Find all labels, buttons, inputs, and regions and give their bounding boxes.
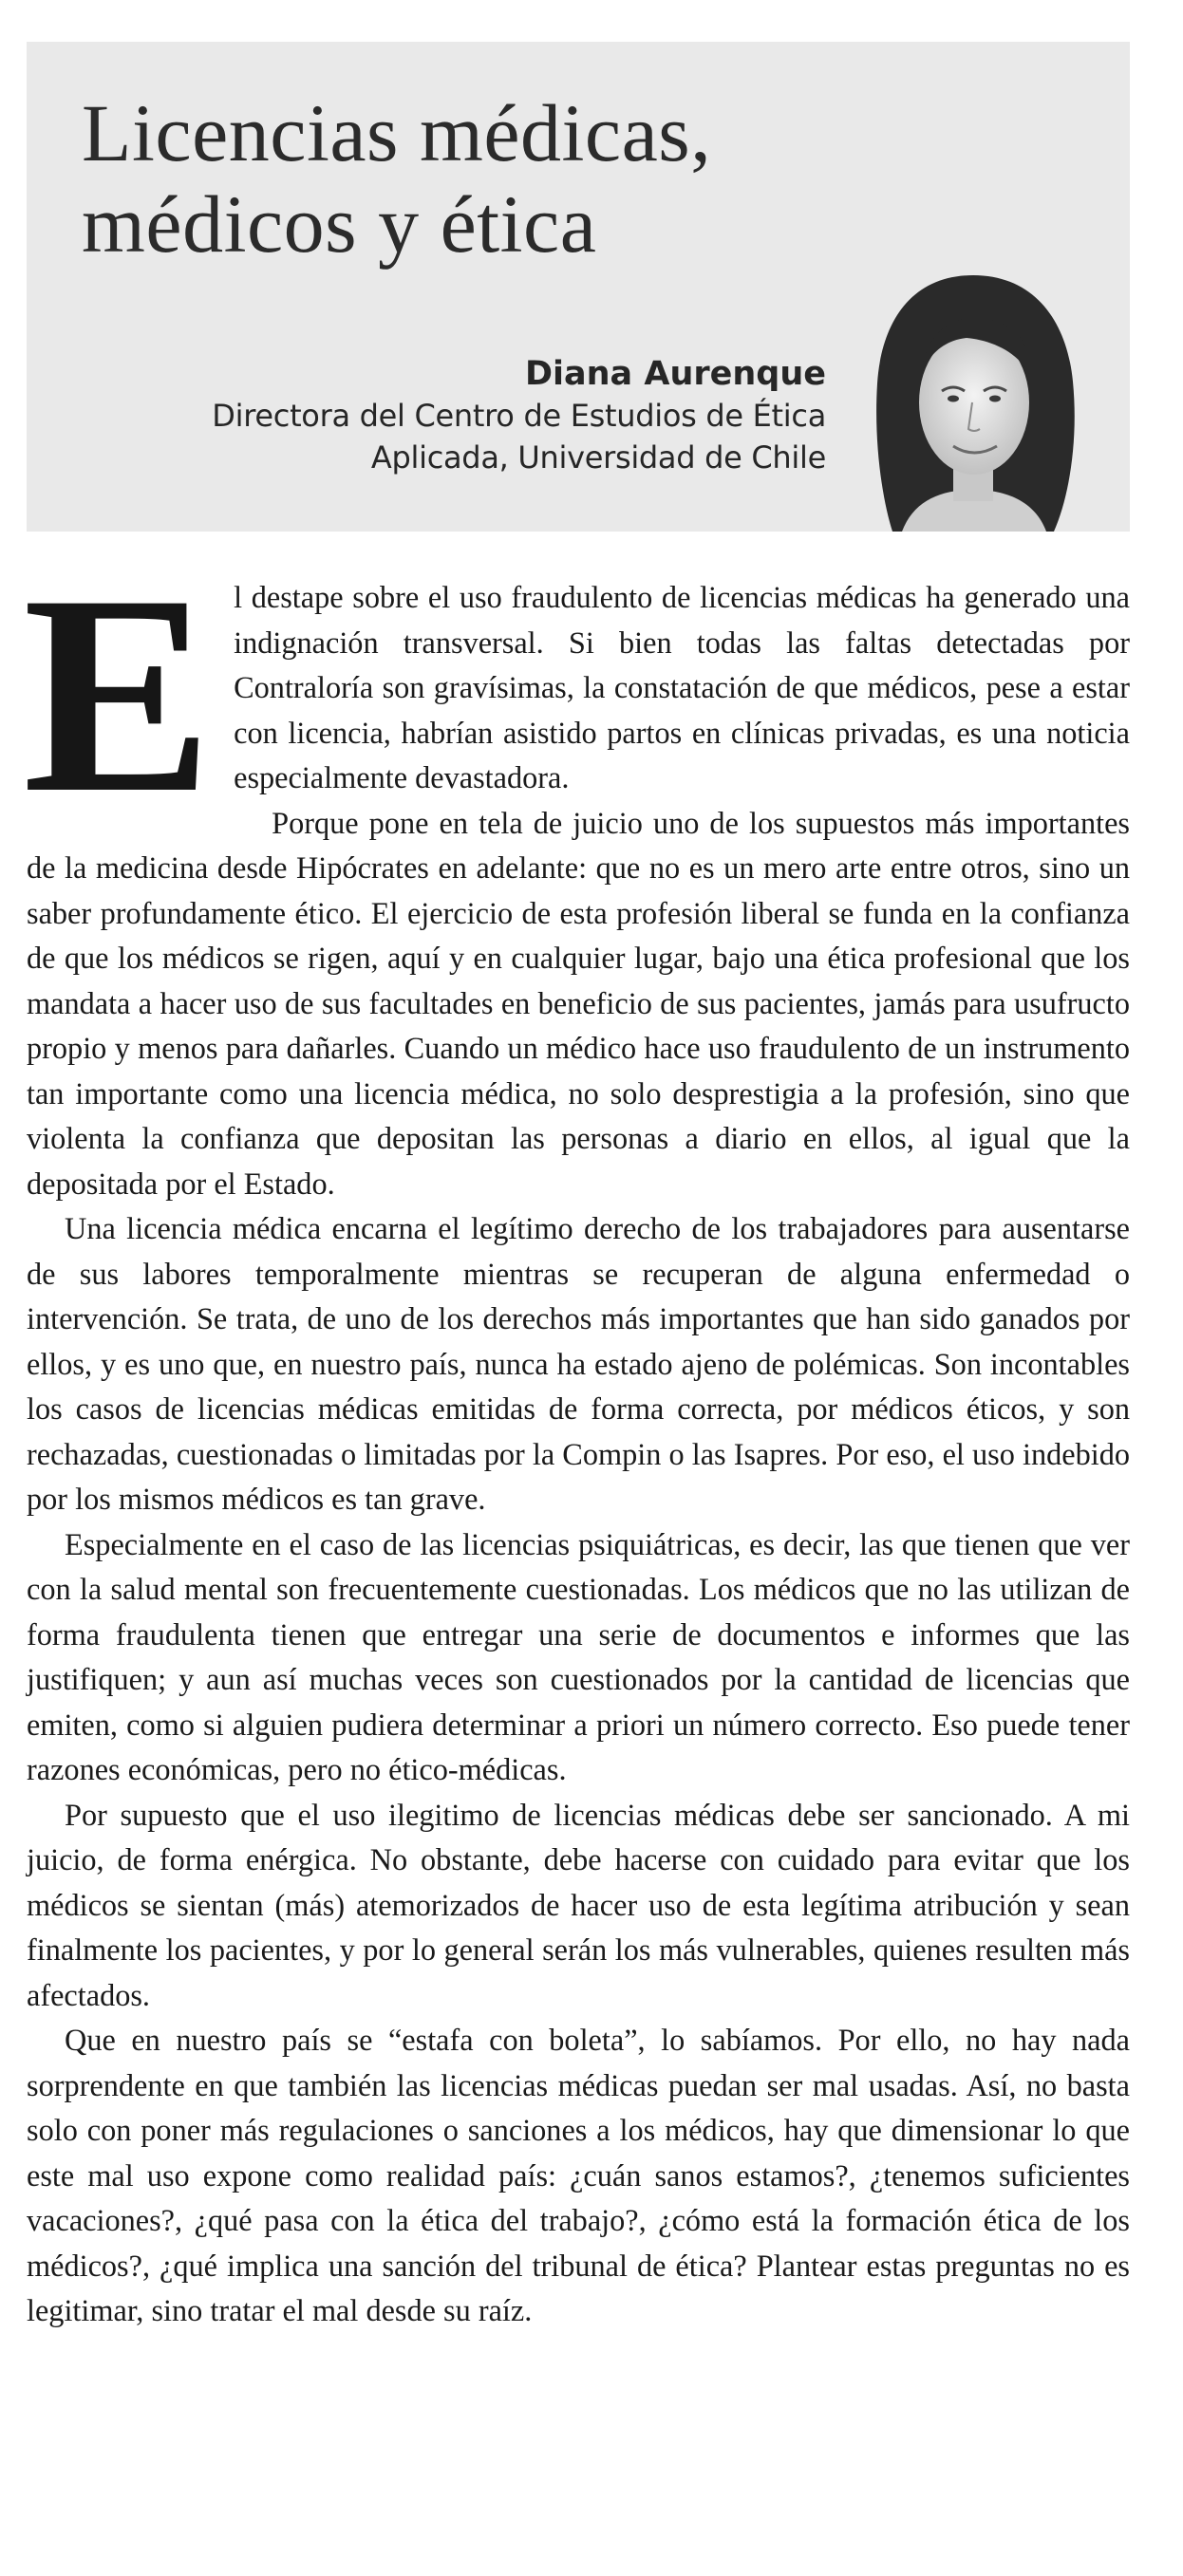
author-role-line-1: Directora del Centro de Estudios de Ética xyxy=(212,398,826,434)
article-paragraph-4: Especialmente en el caso de las licencias psiquiátricas, es decir, las que tienen que ver con la salud mental son frecuentemente cuestionadas. Los médicos que no las utilizan de forma fraudulenta tienen que entregar una serie de documentos e informes que las justifiquen; y aun así muchas veces son cuestionados por la cantidad de licencias que emiten, como si alguien pudiera determinar a priori un número correcto. Eso puede tener razones económicas, pero no ético-médicas. xyxy=(27,1526,1130,1786)
author-portrait xyxy=(854,270,1092,532)
title-line-1: Licencias médicas, xyxy=(82,87,712,178)
article-paragraph-2: Porque pone en tela de juicio uno de los supuestos más importantes de la medicina desde Hipócrates en adelante: que no es un mero arte entre otros, sino un saber profundamente ético. El ejercicio de esta profesión liberal se funda en la confianza de que los médicos se rigen, aquí y en cualquier lugar, bajo una ética profesional que los mandata a hacer uso de sus facultades en beneficio de sus pacientes, jamás para usufructo propio y menos para dañarles. Cuando un médico hace uso fraudulento de un instrumento tan importante como una licencia médica, no solo desprestigia a la profesión, sino que violenta la confianza que depositan las personas a diario en ellos, al igual que la depositada por el Estado. xyxy=(27,805,1130,1201)
author-name: Diana Aurenque xyxy=(524,355,826,393)
article-paragraph-6: Que en nuestro país se “estafa con boleta”, lo sabíamos. Por ello, no hay nada sorprendente en que también las licencias médicas puedan ser mal usadas. Así, no basta solo con poner más regulaciones o sanciones a los médicos, hay que dimensionar lo que este mal uso expone como realidad país: ¿cuán sanos estamos?, ¿tenemos suficientes vacaciones?, ¿qué pasa con la ética del trabajo?, ¿cómo está la formación ética de los médicos?, ¿qué implica una sanción del tribunal de ética? Plantear estas preguntas no es legitimar, sino tratar el mal desde su raíz. xyxy=(27,2023,1130,2327)
article-paragraph-5: Por supuesto que el uso ilegitimo de licencias médicas debe ser sancionado. A mi juicio, de forma enérgica. No obstante, debe hacerse con cuidado para evitar que los médicos se sientan (más) atemorizados de hacer uso de esta legítima atribución y sean finalmente los pacientes, y por lo general serán los más vulnerables, quienes resulten más afectados. xyxy=(27,1797,1130,2012)
article-body xyxy=(23,536,1130,2334)
article-title xyxy=(82,87,711,270)
author-byline xyxy=(212,353,826,478)
title-line-2: médicos y ética xyxy=(82,178,597,270)
paragraph-text: l destape sobre el uso fraudulento de licencias médicas ha generado una indignación transversal. Si bien todas las faltas detectadas por Contraloría son gravísimas, la constatación de que médicos, pese a estar con licencia, habrían asistido partos en clínicas privadas, es una noticia especialmente devastadora. xyxy=(234,580,1130,794)
article-paragraph-3: Una licencia médica encarna el legítimo derecho de los trabajadores para ausentarse de sus labores temporalmente mientras se recuperan de alguna enfermedad o intervención. Se trata, de uno de los derechos más importantes que han sido ganados por ellos, y es uno que, en nuestro país, nunca ha estado ajeno de polémicas. Son incontables los casos de licencias médicas emitidas de forma correcta, por médicos éticos, y son rechazadas, cuestionadas o limitadas por la Compin o las Isapres. Por eso, el uso indebido por los mismos médicos es tan grave. xyxy=(27,1211,1130,1516)
drop-cap: E xyxy=(23,536,214,851)
author-role-line-2: Aplicada, Universidad de Chile xyxy=(370,439,826,476)
article-paragraph-1 xyxy=(23,536,1130,851)
column-header xyxy=(27,42,1130,532)
